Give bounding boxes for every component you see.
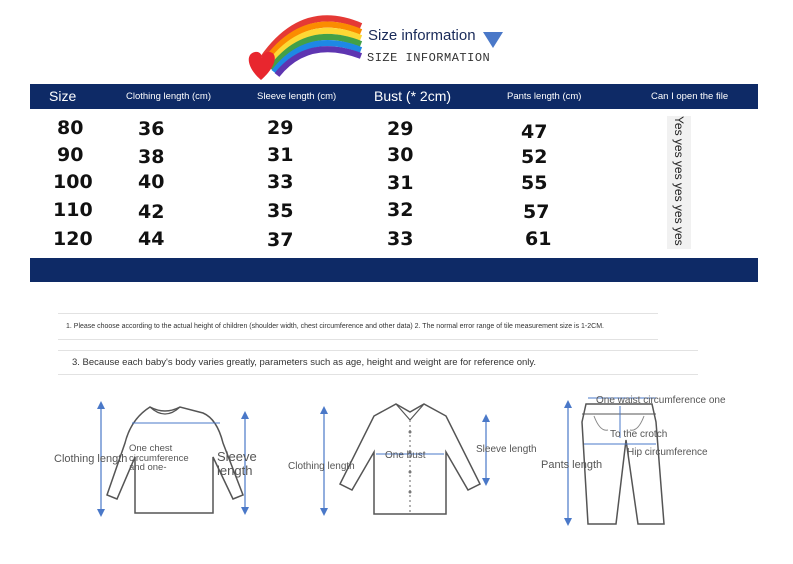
label-sleeve-length: Sleeve length bbox=[217, 449, 257, 478]
rainbow-heart-logo bbox=[243, 6, 368, 84]
label-crotch: To the crotch bbox=[610, 429, 668, 440]
cell-sleeve-length: 37 bbox=[267, 229, 294, 251]
cell-sleeve-length: 33 bbox=[267, 171, 294, 193]
col-clothing-length: Clothing length (cm) bbox=[126, 91, 212, 102]
cell-pants-length: 47 bbox=[521, 121, 548, 143]
cell-pants-length: 52 bbox=[521, 146, 548, 168]
cell-size: 80 bbox=[57, 117, 84, 139]
label-chest-circumference: One chest circumference and one- bbox=[129, 443, 189, 473]
col-size: Size bbox=[49, 88, 77, 104]
cell-sleeve-length: 29 bbox=[267, 117, 294, 139]
label-bust: One bust bbox=[385, 450, 426, 461]
label-hip: Hip circumference bbox=[627, 447, 708, 458]
page-title: Size information bbox=[368, 27, 476, 44]
table-footer-bar bbox=[30, 258, 758, 282]
triangle-down-icon bbox=[483, 32, 503, 48]
open-file-values: Yes yes yes yes yes yes bbox=[672, 116, 686, 246]
note-2: 3. Because each baby's body varies greatly, parameters such as age, height and weight are for reference only. bbox=[72, 357, 537, 368]
cell-sleeve-length: 31 bbox=[267, 144, 294, 166]
label-sleeve-length-shirt: Sleeve length bbox=[476, 444, 537, 455]
cell-bust: 29 bbox=[387, 118, 414, 140]
divider bbox=[58, 374, 698, 375]
cell-bust: 30 bbox=[387, 144, 414, 166]
divider bbox=[58, 313, 658, 314]
label-pants-length: Pants length bbox=[541, 459, 603, 471]
cell-sleeve-length: 35 bbox=[267, 200, 294, 222]
label-clothing-length-shirt: Clothing length bbox=[288, 461, 355, 472]
table-header bbox=[30, 84, 758, 109]
note-1: 1. Please choose according to the actual height of children (shoulder width, chest circumference and other data) 2. The normal error range of tile measurement size is 1-2CM. bbox=[66, 323, 604, 330]
cell-clothing-length: 42 bbox=[138, 201, 165, 223]
label-clothing-length: Clothing length bbox=[54, 453, 128, 465]
cell-bust: 33 bbox=[387, 228, 414, 250]
col-pants-length: Pants length (cm) bbox=[507, 91, 582, 102]
cell-clothing-length: 38 bbox=[138, 146, 165, 168]
divider bbox=[58, 350, 698, 351]
label-waist: One waist circumference one bbox=[596, 395, 726, 406]
page-subtitle: SIZE INFORMATION bbox=[367, 51, 491, 65]
cell-size: 90 bbox=[57, 144, 84, 166]
col-sleeve-length: Sleeve length (cm) bbox=[257, 91, 337, 102]
cell-clothing-length: 36 bbox=[138, 118, 165, 140]
cell-pants-length: 61 bbox=[525, 228, 552, 250]
col-open-file: Can I open the file bbox=[651, 91, 729, 102]
cell-clothing-length: 44 bbox=[138, 228, 165, 250]
cell-bust: 32 bbox=[387, 199, 414, 221]
cell-pants-length: 57 bbox=[523, 201, 550, 223]
cell-pants-length: 55 bbox=[521, 172, 548, 194]
col-bust: Bust (* 2cm) bbox=[374, 88, 452, 104]
divider bbox=[58, 339, 658, 340]
cell-size: 100 bbox=[53, 171, 93, 193]
cell-size: 110 bbox=[53, 199, 93, 221]
open-file-column bbox=[667, 116, 691, 249]
cell-size: 120 bbox=[53, 228, 93, 250]
cell-bust: 31 bbox=[387, 172, 414, 194]
cell-clothing-length: 40 bbox=[138, 171, 165, 193]
